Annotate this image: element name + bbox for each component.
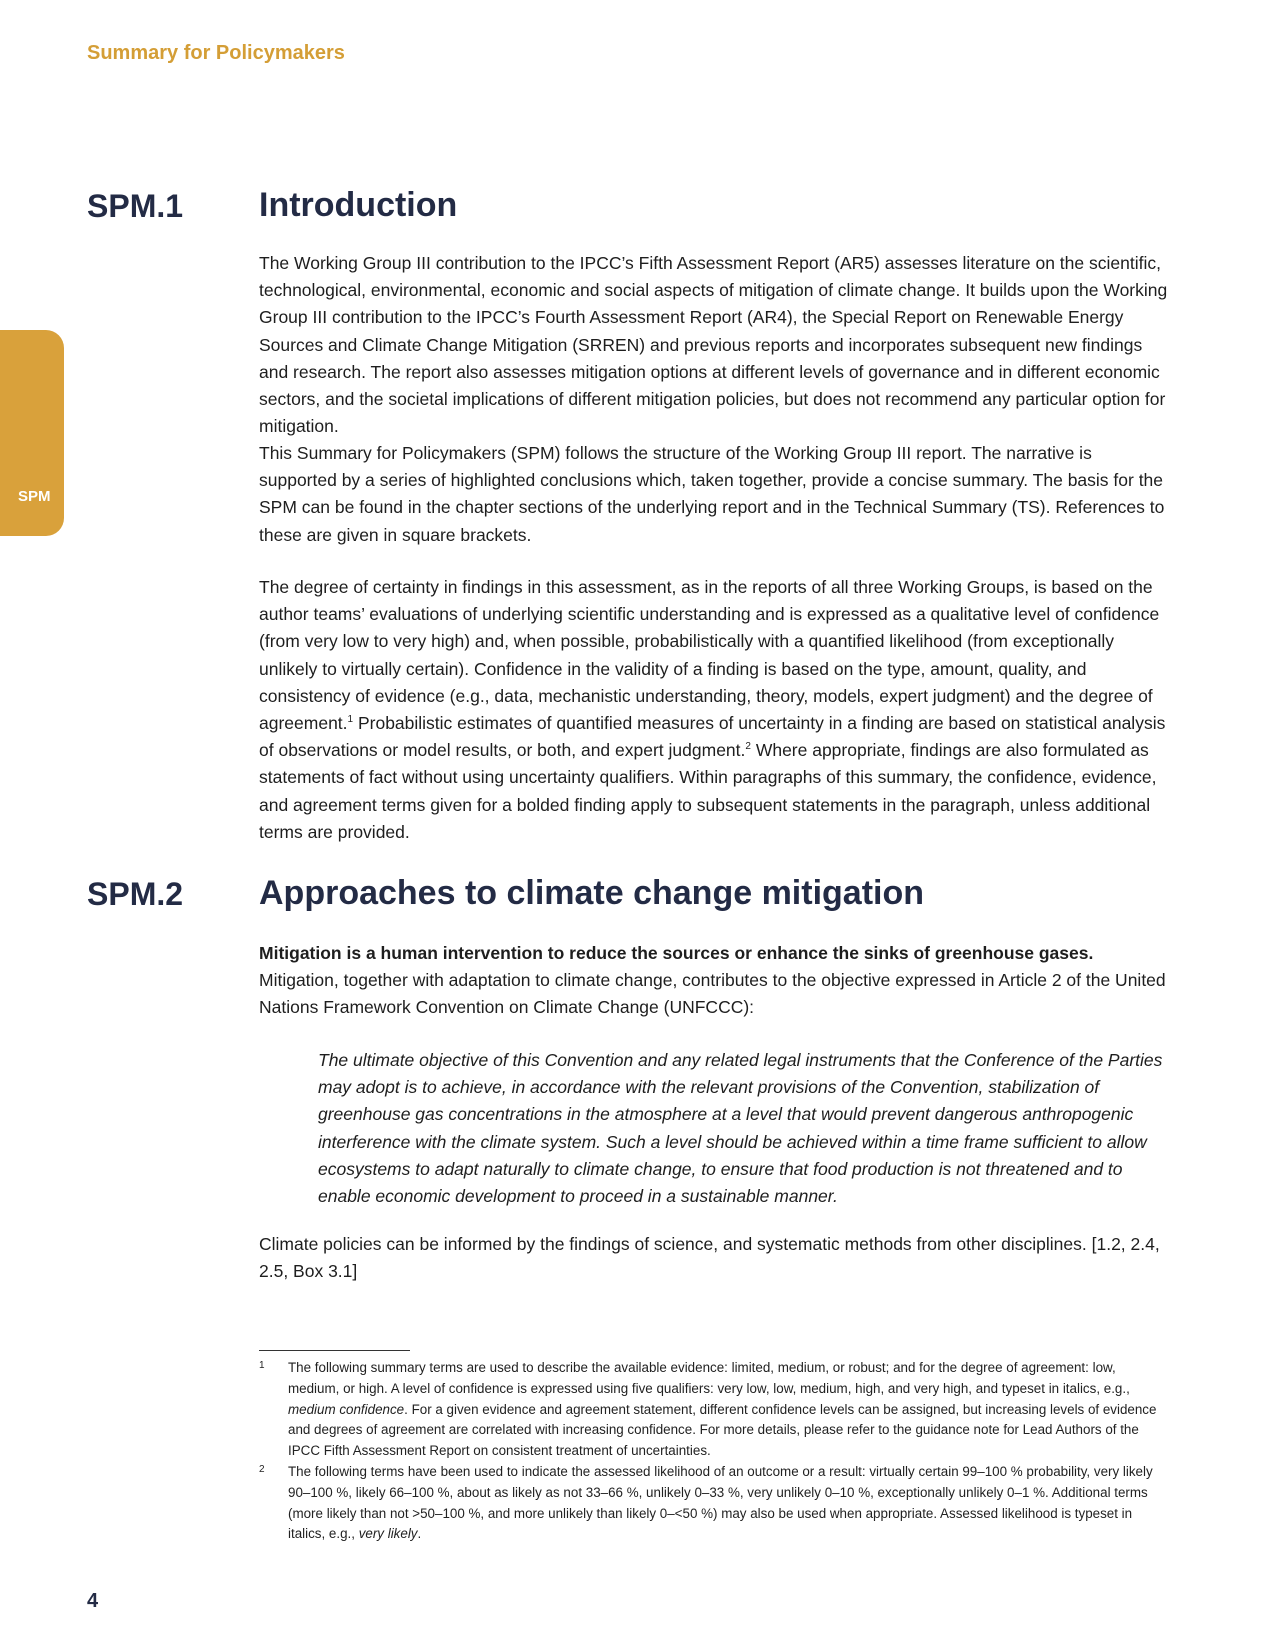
approaches-paragraph-2: Climate policies can be informed by the findings of science, and systematic methods from other disciplines. [1.2, 2.4, 2.5, Box 3.1]: [259, 1234, 1160, 1282]
footnote-2-text-a: The following terms have been used to indicate the assessed likelihood of an outcome or a result: virtually certain 99–100 % probability, very likely 90–100 %, likely 66–100 %, about as likely as not 33–66 %, unlikely 0–33 %, very unlikely 0–10 %, exceptionally unlikely 0–1 %. Additional terms (more likely than not >50–100 %, and more unlikely than likely 0–<50 %) may also be used when appropriate. Assessed likelihood is typeset in italics, e.g.,: [288, 1464, 1153, 1542]
intro-paragraph-3-part-a: The degree of certainty in findings in this assessment, as in the reports of all three Working Groups, is based on the author teams’ evaluations of underlying scientific understanding and is expressed as a qualitative level of confidence (from very low to very high) and, when possible, probabilistically with a quantified likelihood (from exceptionally unlikely to virtually certain). Confidence in the validity of a finding is based on the type, amount, quality, and consistency of evidence (e.g., data, mechanistic understanding, theory, models, expert judgment) and the degree of agreement.: [259, 577, 1160, 734]
intro-paragraph-3-part-b: Probabilistic estimates of quantified measures of uncertainty in a finding are based on statistical analysis of observations or model results, or both, and expert judgment.: [259, 713, 1166, 761]
footnote-mark-1: 1: [259, 1360, 265, 1371]
footnote-1-italic: medium confidence: [288, 1401, 405, 1417]
section-title-introduction: Introduction: [259, 186, 458, 224]
footnote-1: [259, 1358, 1169, 1462]
footnote-mark-2: 2: [259, 1464, 265, 1475]
page-number: 4: [87, 1590, 99, 1612]
section-title-approaches: Approaches to climate change mitigation: [259, 874, 925, 912]
footnote-1-text-a: The following summary terms are used to describe the available evidence: limited, medium, or robust; and for the degree of agreement: low, medium, or high. A level of confidence is expressed using five qualifiers: very low, low, medium, high, and very high, and typeset in italics, e.g.,: [288, 1360, 1130, 1396]
approaches-paragraph-1-rest: Mitigation, together with adaptation to climate change, contributes to the objective expressed in Article 2 of the United Nations Framework Convention on Climate Change (UNFCCC):: [259, 970, 1166, 1018]
side-tab-label: SPM: [18, 488, 51, 505]
section-number-spm1: SPM.1: [87, 188, 184, 224]
approaches-bold-finding: Mitigation is a human intervention to reduce the sources or enhance the sinks of greenhouse gases.: [259, 943, 1094, 963]
footnote-1-text-b: . For a given evidence and agreement statement, different confidence levels can be assigned, but increasing levels of evidence and degrees of agreement are correlated with increasing confidence. For more details, please refer to the guidance note for Lead Authors of the IPCC Fifth Assessment Report on consistent treatment of uncertainties.: [288, 1401, 1157, 1459]
intro-paragraph-3-part-c: Where appropriate, findings are also formulated as statements of fact without using uncertainty qualifiers. Within paragraphs of this summary, the confidence, evidence, and agreement terms given for a bolded finding apply to subsequent statements in the paragraph, unless additional terms are provided.: [259, 740, 1157, 842]
section-number-spm2: SPM.2: [87, 876, 184, 912]
footnote-2-italic: very likely: [358, 1526, 418, 1542]
intro-paragraph-3: [259, 574, 1169, 846]
footnote-2-text-b: .: [417, 1526, 422, 1542]
approaches-paragraph-1: [259, 940, 1169, 1022]
footnote-ref-2: 2: [745, 741, 751, 753]
intro-paragraph-2: This Summary for Policymakers (SPM) follows the structure of the Working Group III report. The narrative is supported by a series of highlighted conclusions which, taken together, provide a concise summary. The basis for the SPM can be found in the chapter sections of the underlying report and in the Technical Summary (TS). References to these are given in square brackets.: [259, 443, 1165, 545]
intro-paragraph-1: The Working Group III contribution to the IPCC’s Fifth Assessment Report (AR5) assesses literature on the scientific, technological, environmental, economic and social aspects of mitigation of climate change. It builds upon the Working Group III contribution to the IPCC’s Fourth Assessment Report (AR4), the Special Report on Renewable Energy Sources and Climate Change Mitigation (SRREN) and previous reports and incorporates subsequent new findings and research. The report also assesses mitigation options at different levels of governance and in different economic sectors, and the societal implications of different mitigation policies, but does not recommend any particular option for mitigation.: [259, 253, 1168, 437]
footnote-ref-1: 1: [347, 714, 354, 726]
running-header: Summary for Policymakers: [87, 42, 345, 64]
unfccc-quote: The ultimate objective of this Convention and any related legal instruments that the Conference of the Parties may adopt is to achieve, in accordance with the relevant provisions of the Convention, stabilization of greenhouse gas concentrations in the atmosphere at a level that would prevent dangerous anthropogenic interference with the climate system. Such a level should be achieved within a time frame sufficient to allow ecosystems to adapt naturally to climate change, to ensure that food production is not threatened and to enable economic development to proceed in a sustainable manner.: [318, 1050, 1163, 1207]
footnote-rule: [259, 1350, 410, 1351]
side-tab: [0, 330, 64, 536]
footnote-2: [259, 1462, 1169, 1545]
